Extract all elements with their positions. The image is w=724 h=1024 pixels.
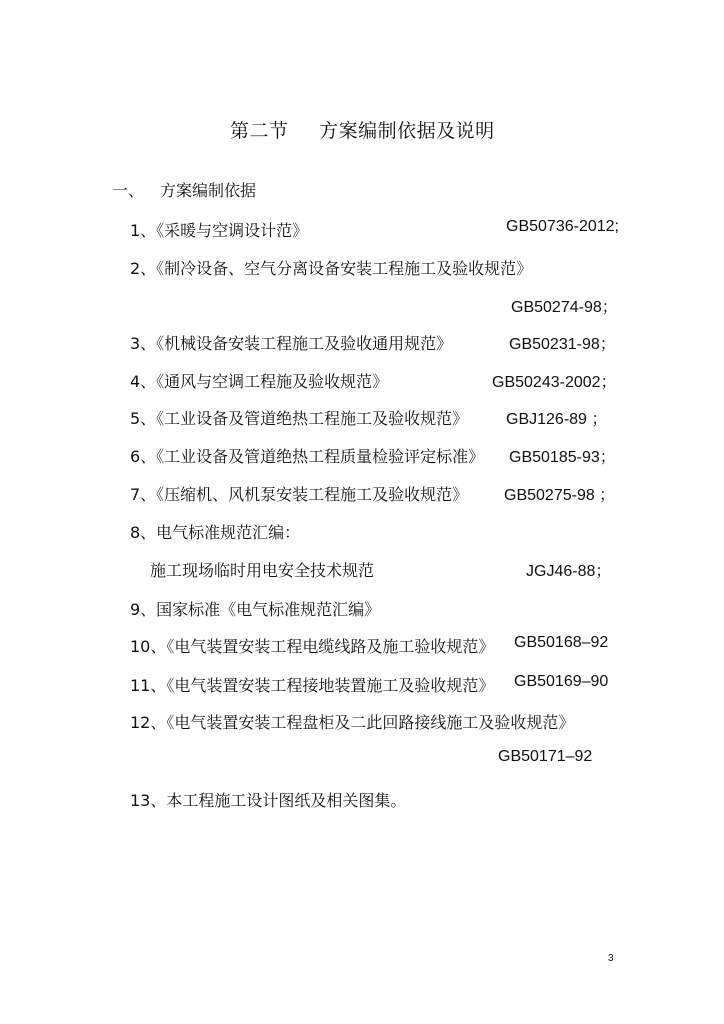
list-item-8: 8、电气标准规范汇编： xyxy=(130,523,301,542)
list-item-13: 13、本工程施工设计图纸及相关图集。 xyxy=(130,791,407,810)
list-item-1-code: GB50736-2012; xyxy=(506,218,619,235)
list-item-9: 9、国家标准《电气标准规范汇编》 xyxy=(130,600,381,619)
list-item-8-sub-code: JGJ46-88； xyxy=(526,563,612,580)
list-item-4-code: GB50243-2002； xyxy=(492,374,617,391)
list-item-12-code: GB50171–92 xyxy=(498,748,593,765)
subheading-text: 方案编制依据 xyxy=(160,181,257,200)
section-title: 方案编制依据及说明 xyxy=(319,120,495,142)
list-item-2: 2、《制冷设备、空气分离设备安装工程施工及验收规范》 xyxy=(130,259,533,278)
list-item-1: 1、《采暖与空调设计范》 xyxy=(130,221,309,240)
list-item-3-code: GB50231-98； xyxy=(509,336,616,353)
list-item-10: 10、《电气装置安装工程电缆线路及施工验收规范》 xyxy=(130,637,495,656)
list-item-11: 11、《电气装置安装工程接地装置施工及验收规范》 xyxy=(130,676,495,695)
list-item-8-sub: 施工现场临时用电安全技术规范 xyxy=(150,561,375,580)
list-item-6-code: GB50185-93； xyxy=(509,449,616,466)
list-item-5: 5、《工业设备及管道绝热工程施工及验收规范》 xyxy=(130,409,469,428)
page-number: 3 xyxy=(608,953,614,964)
list-item-7: 7、《压缩机、风机泵安装工程施工及验收规范》 xyxy=(130,485,469,504)
list-item-6: 6、《工业设备及管道绝热工程质量检验评定标准》 xyxy=(130,447,485,466)
list-item-4: 4、《通风与空调工程施及验收规范》 xyxy=(130,372,389,391)
list-item-5-code: GBJ126-89 ； xyxy=(506,411,608,428)
list-item-7-code: GB50275-98 ； xyxy=(504,487,616,504)
subheading xyxy=(112,178,257,201)
section-heading xyxy=(230,116,495,143)
list-item-10-code: GB50168–92 xyxy=(514,634,609,651)
section-number: 第二节 xyxy=(230,120,289,142)
list-item-11-code: GB50169–90 xyxy=(514,673,609,690)
subheading-number: 一、 xyxy=(112,181,145,200)
list-item-12: 12、《电气装置安装工程盘柜及二此回路接线施工及验收规范》 xyxy=(130,713,575,732)
list-item-2-code: GB50274-98； xyxy=(511,299,618,316)
list-item-3: 3、《机械设备安装工程施工及验收通用规范》 xyxy=(130,334,453,353)
